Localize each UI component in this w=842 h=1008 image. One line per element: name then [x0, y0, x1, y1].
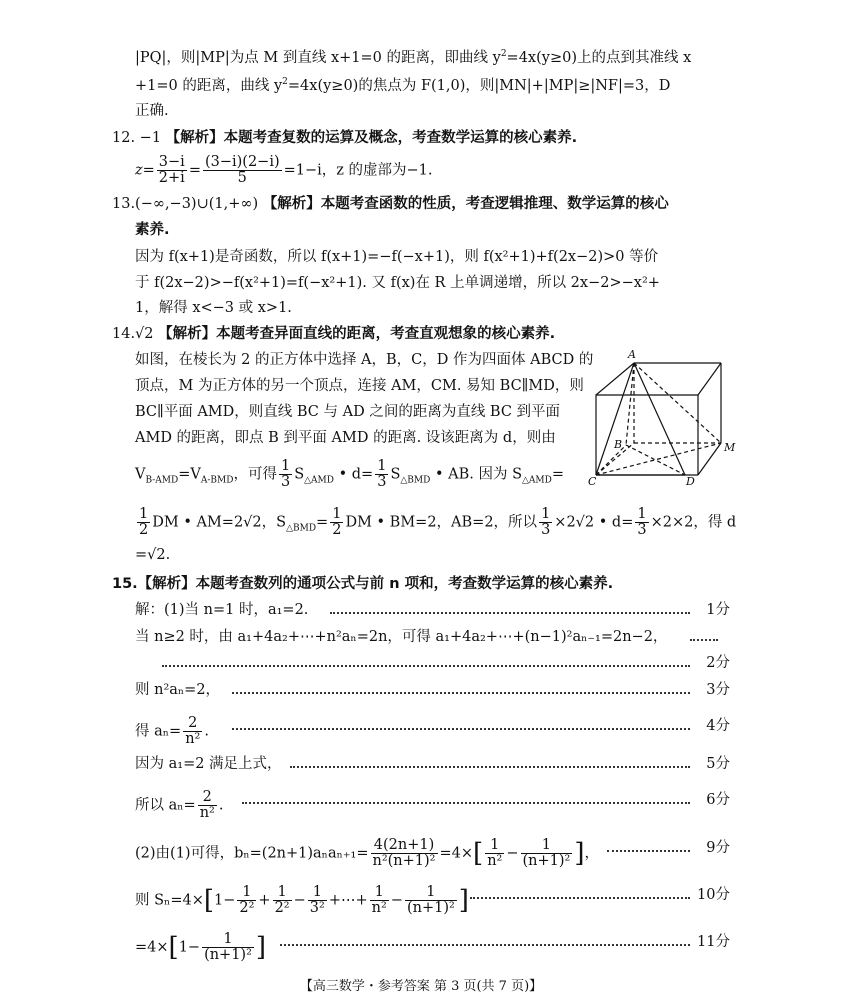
- q14-line-7: =√2.: [135, 547, 171, 563]
- q14-line-1: 如图，在棱长为 2 的正方体中选择 A，B，C，D 作为四面体 ABCD 的: [135, 352, 594, 368]
- score-11: 11分: [697, 934, 730, 950]
- q13-header-2: 素养.: [135, 222, 170, 238]
- q14-line-3: BC∥平面 AMD，则直线 BC 与 AD 之间的距离为直线 BC 到平面: [135, 404, 561, 420]
- score-2: 2分: [706, 655, 730, 671]
- q15-step-2: 当 n≥2 时，由 a₁+4a₂+⋯+n²aₙ=2n，可得 a₁+4a₂+⋯+(n−1)²aₙ₋₁=2n−2，: [135, 629, 668, 645]
- cont-line-2: +1=0 的距离，曲线 $y^2=4x(y\ge 0)$的焦点为 F(1,0)，则|MN|+|MP|≥|NF|=3，D: [135, 77, 671, 94]
- q13-line-3: 1，解得 x<−3 或 x>1.: [135, 300, 292, 316]
- q15-step-8: 则 Sₙ=4×[1− $\frac{1}{\text{2²}}$ + $\frac{1}{\text{2²}}$ − $\frac{1}{\text{3²}}$ +⋯+ $\frac{1}{\text{n²}}$ − $\frac{1}{\text{(n+1)²}}$ ]: [135, 884, 469, 916]
- score-1: 1分: [706, 602, 730, 618]
- score-10: 10分: [697, 887, 730, 903]
- leader-dots: [162, 665, 690, 667]
- edge-bd: [626, 445, 685, 475]
- score-9: 9分: [706, 840, 730, 856]
- score-4: 4分: [706, 718, 730, 734]
- q15-step-6: 所以 aₙ= $\frac{2}{\text{n²}}$ .: [135, 789, 224, 821]
- leader-dots: [690, 639, 718, 641]
- q15-step-9: =4×[1− $\frac{1}{\text{(n+1)²}}$ ]: [135, 931, 267, 963]
- q14-line-6: $\frac{1}{2}$ DM • AM=2√2，$S_{\triangle BMD}=$ $\frac{1}{2}$ DM • BM=2，AB=2，所以 $\frac{1}{3}$ ×2√2 • d= $\frac{1}{3}$ ×2×2，得 d: [139, 506, 737, 538]
- leader-dots: [242, 802, 690, 804]
- score-6: 6分: [706, 792, 730, 808]
- leader-dots: [290, 766, 690, 768]
- q14-line-2: 顶点，M 为正方体的另一个顶点，连接 AM，CM. 易知 BC∥MD，则: [135, 378, 584, 394]
- q15-step-3: 则 n²aₙ=2，: [135, 682, 221, 698]
- score-5: 5分: [706, 756, 730, 772]
- q15-step-5: 因为 a₁=2 满足上式，: [135, 756, 282, 772]
- q12-header: 12. −1 【解析】本题考查复数的运算及概念，考查数学运算的核心素养.: [112, 130, 578, 146]
- leader-dots: [232, 728, 690, 730]
- label-m: M: [724, 441, 736, 454]
- q12-equation: z= $\frac{3-i}{2+i}$ = $\frac{(3-i)(2-i)}{5}$ =1−i，z 的虚部为−1.: [135, 154, 433, 186]
- score-3: 3分: [706, 682, 730, 698]
- leader-dots: [470, 897, 690, 899]
- q13-header: 13.(−∞,−3)∪(1,+∞) 【解析】本题考查函数的性质，考查逻辑推理、数学运算的核心: [112, 196, 669, 212]
- q14-header: 14.√2 【解析】本题考查异面直线的距离，考查直观想象的核心素养.: [112, 326, 556, 342]
- q15-step-7: (2)由(1)可得，bₙ=(2n+1)aₙaₙ₊₁= $\frac{4(2n+1)}{\text{n²(n+1)²}}$ =4×[ $\frac{1}{\text{n²}}$ − $\frac{1}{\text{(n+1)²}}$ ]，: [135, 837, 599, 869]
- cont-line-1: |PQ|，则|MP|为点 M 到直线 x+1=0 的距离，即曲线 $y^2=4x(y\ge 0)$上的点到其准线 x: [135, 49, 692, 66]
- leader-dots: [607, 850, 690, 852]
- q14-line-5: $V_{B-AMD}=V_{A-BMD}$，可得 $\frac{1}{3}$ $S_{\triangle AMD}$ • d= $\frac{1}{3}$ $S_{\triangle BMD}$ • AB. 因为 $S_{\triangle AMD}=$: [135, 458, 565, 490]
- label-c: C: [588, 475, 597, 488]
- leader-dots: [232, 692, 690, 694]
- q15-step-4: 得 aₙ= $\frac{2}{\text{n²}}$ .: [135, 715, 209, 747]
- q13-line-1: 因为 f(x+1)是奇函数，所以 f(x+1)=−f(−x+1)，则 f(x²+1)+f(2x−2)>0 等价: [135, 249, 659, 265]
- label-d: D: [686, 475, 695, 488]
- q15-step-1: 解：(1)当 n=1 时，a₁=2.: [135, 602, 309, 618]
- q13-line-2: 于 f(2x−2)>−f(x²+1)=f(−x²+1). 又 f(x)在 R 上单调递增，所以 2x−2>−x²+: [135, 275, 660, 291]
- q14-line-4: AMD 的距离，即点 B 到平面 AMD 的距离. 设该距离为 d，则由: [135, 430, 556, 446]
- edge-am: [634, 363, 721, 443]
- page-footer: 【高三数学・参考答案 第 3 页(共 7 页)】: [299, 979, 543, 994]
- cont-line-3: 正确.: [135, 103, 169, 119]
- label-a: A: [628, 348, 636, 361]
- q15-header: 15.【解析】本题考查数列的通项公式与前 n 项和，考查数学运算的核心素养.: [112, 576, 614, 592]
- leader-dots: [330, 612, 690, 614]
- label-b: B: [614, 438, 623, 451]
- leader-dots: [280, 944, 690, 946]
- cube-figure: [586, 345, 736, 490]
